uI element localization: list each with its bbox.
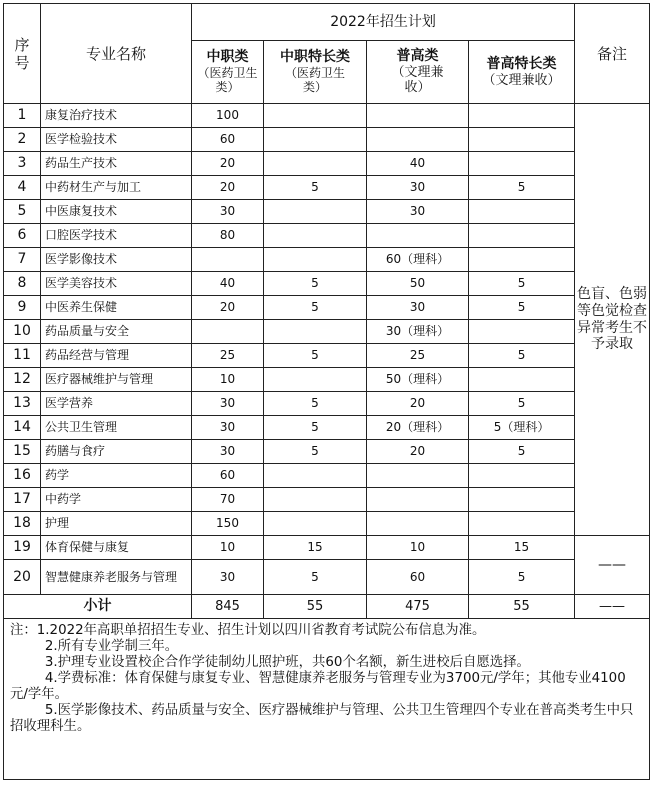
row-cell-zhongzhi: 20 — [192, 176, 264, 200]
header-name: 专业名称 — [41, 4, 192, 104]
row-cell-pugao-techang: 5 — [469, 392, 575, 416]
table-row — [4, 248, 650, 272]
row-major-name: 智慧健康养老服务与管理 — [41, 560, 192, 595]
row-cell-pugao-techang: 5（理科） — [469, 416, 575, 440]
row-major-name: 中药材生产与加工 — [41, 176, 192, 200]
row-cell-pugao-techang — [469, 320, 575, 344]
row-cell-zhongzhi: 10 — [192, 536, 264, 560]
row-cell-zhongzhi: 30 — [192, 440, 264, 464]
row-major-name: 医学美容技术 — [41, 272, 192, 296]
row-cell-pugao-techang — [469, 512, 575, 536]
row-major-name: 中医康复技术 — [41, 200, 192, 224]
row-cell-pugao: 20（理科） — [367, 416, 469, 440]
row-major-name: 医学检验技术 — [41, 128, 192, 152]
table-row — [4, 296, 650, 320]
row-cell-pugao: 10 — [367, 536, 469, 560]
row-seq: 18 — [4, 512, 41, 536]
remark-dash: —— — [575, 536, 650, 595]
row-cell-pugao-techang — [469, 104, 575, 128]
header-col-3-title: 普高类 — [396, 48, 439, 64]
row-cell-pugao: 20 — [367, 440, 469, 464]
header-col-2-sub: （医药卫生类） — [284, 66, 345, 95]
row-cell-pugao: 30（理科） — [367, 320, 469, 344]
note-item: 注：1.2022年高职单招招生专业、招生计划以四川省教育考试院公布信息为准。 — [10, 623, 486, 638]
row-cell-zhongzhi-techang — [264, 488, 367, 512]
row-cell-pugao: 50（理科） — [367, 368, 469, 392]
table-row — [4, 440, 650, 464]
table-row — [4, 512, 650, 536]
row-cell-pugao — [367, 464, 469, 488]
table-row — [4, 560, 650, 595]
header-seq — [4, 4, 41, 104]
row-seq: 3 — [4, 152, 41, 176]
row-cell-zhongzhi: 30 — [192, 392, 264, 416]
row-cell-pugao: 60 — [367, 560, 469, 595]
row-cell-pugao-techang — [469, 488, 575, 512]
row-cell-zhongzhi-techang: 5 — [264, 392, 367, 416]
row-cell-zhongzhi: 30 — [192, 200, 264, 224]
row-cell-zhongzhi-techang — [264, 224, 367, 248]
table-row — [4, 416, 650, 440]
row-seq: 15 — [4, 440, 41, 464]
row-cell-pugao: 60（理科） — [367, 248, 469, 272]
row-cell-zhongzhi-techang — [264, 248, 367, 272]
row-cell-zhongzhi-techang: 5 — [264, 272, 367, 296]
row-cell-pugao-techang: 5 — [469, 176, 575, 200]
row-major-name: 药品质量与安全 — [41, 320, 192, 344]
subtotal-remark: —— — [575, 595, 650, 619]
row-cell-zhongzhi-techang: 5 — [264, 440, 367, 464]
row-cell-pugao: 30 — [367, 296, 469, 320]
row-cell-zhongzhi-techang: 5 — [264, 344, 367, 368]
row-major-name: 中医养生保健 — [41, 296, 192, 320]
row-cell-zhongzhi-techang — [264, 464, 367, 488]
header-col-3 — [367, 41, 469, 104]
row-cell-zhongzhi-techang — [264, 368, 367, 392]
row-cell-pugao-techang — [469, 200, 575, 224]
row-cell-pugao: 25 — [367, 344, 469, 368]
row-seq: 16 — [4, 464, 41, 488]
row-seq: 17 — [4, 488, 41, 512]
row-cell-zhongzhi: 20 — [192, 296, 264, 320]
subtotal-c4: 55 — [469, 595, 575, 619]
row-cell-pugao-techang — [469, 248, 575, 272]
row-cell-zhongzhi-techang — [264, 512, 367, 536]
table-row — [4, 320, 650, 344]
row-seq: 1 — [4, 104, 41, 128]
header-col-1 — [192, 41, 264, 104]
header-col-4-sub: （文理兼收） — [482, 72, 561, 88]
table-row — [4, 176, 650, 200]
table-row — [4, 344, 650, 368]
row-cell-zhongzhi: 10 — [192, 368, 264, 392]
header-plan-year: 2022年招生计划 — [192, 4, 575, 41]
row-seq: 4 — [4, 176, 41, 200]
row-cell-pugao-techang: 5 — [469, 344, 575, 368]
row-cell-zhongzhi-techang — [264, 128, 367, 152]
row-cell-pugao — [367, 488, 469, 512]
row-cell-zhongzhi: 70 — [192, 488, 264, 512]
row-cell-pugao-techang — [469, 152, 575, 176]
row-major-name: 体育保健与康复 — [41, 536, 192, 560]
row-cell-zhongzhi: 40 — [192, 272, 264, 296]
row-cell-pugao — [367, 104, 469, 128]
header-remark: 备注 — [575, 4, 650, 104]
row-seq: 2 — [4, 128, 41, 152]
row-seq: 9 — [4, 296, 41, 320]
row-cell-zhongzhi: 150 — [192, 512, 264, 536]
row-seq: 6 — [4, 224, 41, 248]
row-cell-pugao — [367, 512, 469, 536]
row-seq: 19 — [4, 536, 41, 560]
row-seq: 12 — [4, 368, 41, 392]
header-seq-label: 序号 — [14, 35, 30, 72]
row-cell-zhongzhi-techang: 5 — [264, 296, 367, 320]
row-major-name: 药学 — [41, 464, 192, 488]
row-cell-zhongzhi: 30 — [192, 560, 264, 595]
row-seq: 11 — [4, 344, 41, 368]
row-cell-pugao: 30 — [367, 176, 469, 200]
header-col-4-title: 普高特长类 — [486, 55, 557, 72]
table-row — [4, 224, 650, 248]
notes — [4, 619, 650, 780]
header-col-2 — [264, 41, 367, 104]
remark-colorblind: 色盲、色弱等色觉检查异常考生不予录取 — [575, 104, 650, 536]
table-row — [4, 152, 650, 176]
header-col-1-sub: （医药卫生类） — [197, 66, 258, 95]
subtotal-c3: 475 — [367, 595, 469, 619]
table-row — [4, 368, 650, 392]
note-item: 5.医学影像技术、药品质量与安全、医疗器械维护与管理、公共卫生管理四个专业在普高类考生中只招收理科生。 — [10, 703, 634, 735]
row-major-name: 公共卫生管理 — [41, 416, 192, 440]
table-row — [4, 392, 650, 416]
table-row — [4, 536, 650, 560]
row-cell-pugao-techang: 15 — [469, 536, 575, 560]
row-seq: 5 — [4, 200, 41, 224]
row-cell-pugao — [367, 128, 469, 152]
row-cell-pugao-techang: 5 — [469, 272, 575, 296]
row-cell-pugao-techang: 5 — [469, 560, 575, 595]
notes-row — [4, 619, 650, 780]
subtotal-label: 小计 — [4, 595, 192, 619]
row-cell-pugao: 30 — [367, 200, 469, 224]
row-major-name: 药膳与食疗 — [41, 440, 192, 464]
row-cell-zhongzhi-techang — [264, 200, 367, 224]
row-seq: 14 — [4, 416, 41, 440]
row-cell-zhongzhi: 100 — [192, 104, 264, 128]
header-col-1-title: 中职类 — [206, 49, 249, 66]
row-cell-zhongzhi-techang: 5 — [264, 416, 367, 440]
row-cell-zhongzhi: 30 — [192, 416, 264, 440]
row-cell-pugao-techang: 5 — [469, 440, 575, 464]
row-seq: 8 — [4, 272, 41, 296]
table-row — [4, 488, 650, 512]
table-row — [4, 464, 650, 488]
note-item: 3.护理专业设置校企合作学徒制幼儿照护班，共60个名额，新生进校后自愿选择。 — [44, 655, 530, 671]
row-cell-zhongzhi: 80 — [192, 224, 264, 248]
row-cell-zhongzhi: 60 — [192, 464, 264, 488]
row-cell-zhongzhi: 20 — [192, 152, 264, 176]
row-cell-zhongzhi-techang — [264, 320, 367, 344]
row-cell-pugao-techang — [469, 464, 575, 488]
note-item: 4.学费标准：体育保健与康复专业、智慧健康养老服务与管理专业为3700元/学年；其他专业4100元/学年。 — [10, 671, 626, 703]
subtotal-c2: 55 — [264, 595, 367, 619]
row-cell-pugao-techang — [469, 128, 575, 152]
header-col-2-title: 中职特长类 — [280, 49, 350, 66]
row-seq: 10 — [4, 320, 41, 344]
row-cell-zhongzhi: 60 — [192, 128, 264, 152]
row-cell-zhongzhi-techang — [264, 152, 367, 176]
row-cell-zhongzhi — [192, 248, 264, 272]
row-major-name: 康复治疗技术 — [41, 104, 192, 128]
row-cell-zhongzhi-techang — [264, 104, 367, 128]
row-major-name: 医学营养 — [41, 392, 192, 416]
table-row — [4, 104, 650, 128]
row-major-name: 药品生产技术 — [41, 152, 192, 176]
header-col-3-sub: （文理兼收） — [391, 64, 444, 96]
row-cell-zhongzhi: 25 — [192, 344, 264, 368]
row-cell-pugao-techang — [469, 368, 575, 392]
note-item: 2.所有专业学制三年。 — [44, 639, 179, 655]
row-cell-pugao: 50 — [367, 272, 469, 296]
table-row — [4, 272, 650, 296]
subtotal-row — [4, 595, 650, 619]
row-major-name: 医疗器械维护与管理 — [41, 368, 192, 392]
table-row — [4, 128, 650, 152]
row-major-name: 口腔医学技术 — [41, 224, 192, 248]
row-cell-pugao-techang: 5 — [469, 296, 575, 320]
row-seq: 20 — [4, 560, 41, 595]
row-major-name: 药品经营与管理 — [41, 344, 192, 368]
row-cell-zhongzhi-techang: 15 — [264, 536, 367, 560]
table-row — [4, 200, 650, 224]
subtotal-c1: 845 — [192, 595, 264, 619]
row-major-name: 中药学 — [41, 488, 192, 512]
row-cell-zhongzhi — [192, 320, 264, 344]
row-seq: 7 — [4, 248, 41, 272]
row-major-name: 医学影像技术 — [41, 248, 192, 272]
row-cell-zhongzhi-techang: 5 — [264, 176, 367, 200]
row-cell-pugao: 40 — [367, 152, 469, 176]
header-col-4 — [469, 41, 575, 104]
row-seq: 13 — [4, 392, 41, 416]
row-cell-zhongzhi-techang: 5 — [264, 560, 367, 595]
row-cell-pugao-techang — [469, 224, 575, 248]
row-cell-pugao: 20 — [367, 392, 469, 416]
row-cell-pugao — [367, 224, 469, 248]
enrollment-plan-table — [3, 3, 650, 780]
row-major-name: 护理 — [41, 512, 192, 536]
